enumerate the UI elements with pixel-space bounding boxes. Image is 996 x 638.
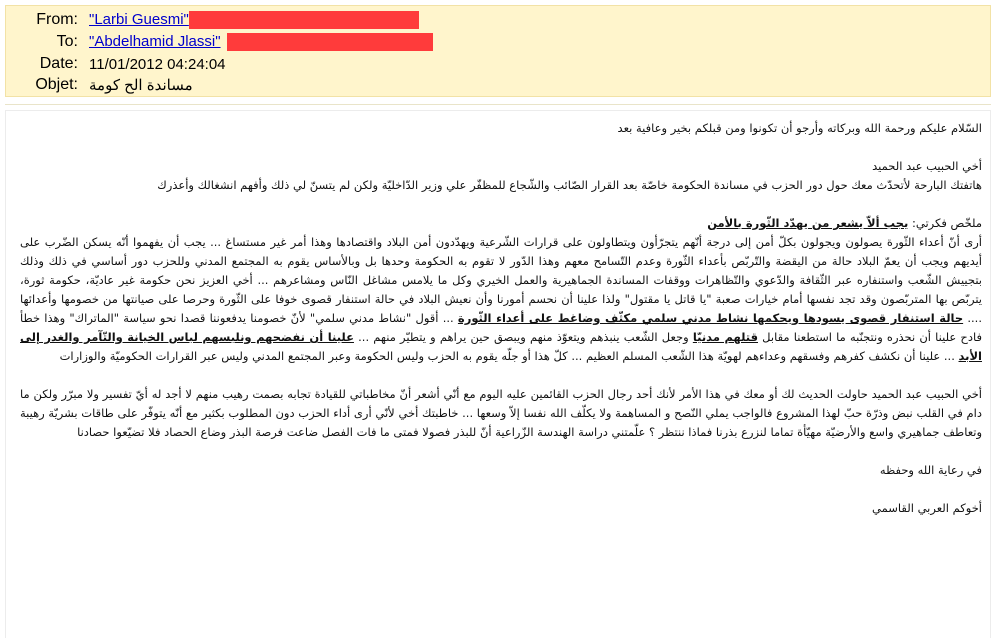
intro-paragraph: هاتفتك البارحة لأتحدّث معك حول دور الحزب في مساندة الحكومة خاصّة بعد القرار الصّائب والشّجاع للمظفّر علي وزير الدّاخليّة ولكن لم يتسنّ لي ذلك وأفهم انشغالك وأعذرك	[157, 178, 982, 192]
emphasis-expose: علينا أن نفضحهم ونلبسهم لباس الخيانة والتّآمر والغدر إلى الأبد	[20, 330, 982, 363]
date-value: 11/01/2012 04:24:04	[89, 55, 226, 73]
subject-value: مساندة الح كومة	[89, 77, 193, 94]
email-header	[5, 5, 991, 97]
signature-line: أخوكم العربي القاسمي	[872, 501, 982, 515]
to-value	[89, 33, 433, 51]
from-value	[89, 11, 419, 29]
date-label: Date:	[39, 55, 78, 72]
from-label: From:	[36, 11, 78, 28]
redaction-bar	[189, 11, 419, 29]
summary-headline: يجب ألاّ يشعر من يهدّد الثّورة بالأمن	[707, 216, 909, 230]
main-paragraph-part-a: أرى أنّ أعداء الثّورة يصولون ويجولون بكلّ أمن إلى درجة أنّهم يتجرّأون ويتطاولون على قرارات الشّرعية ويهدّدون أمن البلاد واقتصادها وهذا أمر غير مستساغ ... يجب أن يفهموا أنّه يسكن الضّرب على أيديهم ويجب أن يعمّ البلاد حالة من اليقضة والتّربّص بأعداء الثّورة وعدم التّسامح معهم وهذا الدّور لا تقوم به الحكومة وحدها بل وبالأساس يقوم به المجتمع المدني وللحزب دور أساسي في ذلك وذلك بتجييش الشّعب واستنفاره عبر الثّقافة والدّعوي والتّظاهرات ووقفات المساندة الجماهيرية والعمل الخيري وكل ما يلامس مشاغل النّاس ومشاعرهم ... أخي العزيز نحن حكومة غير عاديّة، حكومة ثورة، يتربّص بها المتربّصون وقد تجد نفسها أمام خيارات صعبة "يا قاتل يا مقتول" ولذا علينا أن نحسم أمورنا وأن نعيش البلاد في حالة استنفار قصوى خوفا على الثّورة وحرصا على صيانتها من خصومها وأعدائها ....	[20, 235, 982, 325]
main-paragraph	[20, 233, 982, 366]
main-paragraph-part-e: ... علينا أن نكشف كفرهم وفسقهم وعداءهم لهويّة هذا الشّعب المسلم العظيم ... كلّ هذا أو جلّه يقوم به الحزب وليس الحكومة وعبر المجتمع المدني وليس عبر القرارات الحكوميّة والوزارات	[59, 349, 955, 363]
to-link[interactable]: "Abdelhamid Jlassi"	[89, 32, 221, 50]
date-row	[6, 53, 226, 75]
to-label: To:	[56, 33, 78, 50]
from-link[interactable]: "Larbi Guesmi"	[89, 10, 189, 28]
greeting-line: السّلام عليكم ورحمة الله وبركاته وأرجو أن تكونوا ومن قبلكم بخير وعافية بعد	[617, 121, 982, 135]
subject-label: Objet:	[35, 76, 78, 93]
second-paragraph: أخي الحبيب عبد الحميد حاولت الحديث لك أو معك في هذا الأمر لأنك أحد رجال الحزب القائمين عليه اليوم مع أنّي أشعر أنّ مخاطباتي للقيادة تجابه بصمت رهيب منهم لا أجد له أيّ تفسير ولا مبرّر ولكن ما دام في القلب نبض وذرّة حبّ لهذا المشروع فالواجب يملي النّصح و المساهمة ولا يكلّف الله نفسا إلاّ وسعها ... خاطبتك أخي لأنّي أرى أداء الحزب دون المطلوب بكثير مع أنّه يتوفّر على طاقات بشريّة رهيبة وتعاطف جماهيري واسع والأرضيّة مهيّأة تماما لنزرع بذرنا فماذا ننتظر ؟ علّمتني دراسة الهندسة الزّراعية أنّ للبذر فصولا فمتى ما فات الفصل ضاعت فرصة البذر وضاع الحصاد فلا تضيّعوا حصادنا	[20, 387, 982, 439]
main-paragraph-part-c: ... أقول "نشاط مدني سلمي" لأنّ خصومنا يدفعوننا قصدا نحو سياسة "الماتراك" وهذا خطأ فادح علينا أن نحذره ونتجنّبه ما استطعنا مقابل	[20, 311, 982, 344]
emphasis-alert-state: حالة استنفار قصوى يسودها ويحكمها نشاط مدني سلمي مكثّف وضاغط على أعداء الثّورة	[457, 311, 964, 325]
from-row	[6, 9, 419, 31]
redaction-bar	[227, 33, 433, 51]
summary-line	[20, 214, 982, 233]
subject-row	[6, 74, 193, 96]
emphasis-kill-civilly: قتلهم مدنيّا	[692, 330, 758, 344]
salutation-line: أخي الحبيب عبد الحميد	[872, 159, 982, 173]
message-body	[20, 119, 982, 518]
main-paragraph-part-d: وجعل الشّعب ينبذهم ويتعوّذ منهم ويبصق حين يراهم و يتطيّر منهم ...	[358, 330, 689, 344]
closing-line: في رعاية الله وحفظه	[879, 463, 982, 477]
summary-intro: ملخّص فكرتي:	[912, 216, 982, 230]
header-separator	[5, 97, 991, 105]
to-row	[6, 31, 433, 53]
message-body-frame	[5, 110, 991, 638]
